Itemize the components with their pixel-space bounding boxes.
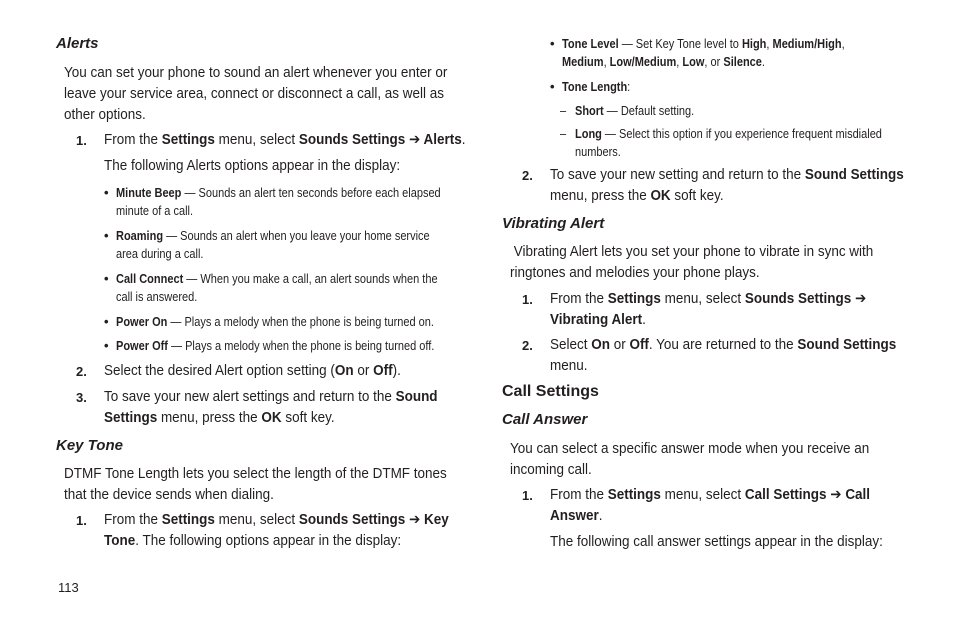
- call-answer-intro: You can select a specific answer mode when you receive an incoming call.: [510, 441, 870, 478]
- step-number: 2.: [522, 338, 533, 353]
- step-number: 2.: [522, 168, 533, 183]
- bullet-icon: •: [104, 185, 109, 200]
- call-answer-step-1-subtext: The following call answer settings appear in the display:: [550, 534, 883, 550]
- dash-marker: –: [560, 127, 567, 141]
- bullet-icon: •: [104, 271, 109, 286]
- bullet-icon: •: [104, 228, 109, 243]
- step-number: 1.: [522, 488, 533, 503]
- section-heading-call-answer: Call Answer: [502, 411, 588, 428]
- key-tone-intro: DTMF Tone Length lets you select the length of the DTMF tones that the device sends when dialing.: [64, 466, 447, 503]
- vibrating-alert-intro: Vibrating Alert lets you set your phone to vibrate in sync with ringtones and melodies your phone plays.: [510, 244, 874, 281]
- step-number: 1.: [76, 513, 87, 528]
- step-number: 1.: [76, 133, 87, 148]
- bullet-icon: •: [550, 79, 555, 94]
- step-number: 1.: [522, 292, 533, 307]
- step-1-subtext: The following Alerts options appear in the display:: [104, 158, 401, 174]
- section-heading-key-tone: Key Tone: [56, 437, 123, 454]
- vibrating-step-1-text: From the Settings menu, select Sounds Settings ➔ Vibrating Alert.: [550, 291, 867, 328]
- bullet-icon: •: [550, 36, 555, 51]
- vibrating-step-2-text: Select On or Off. You are returned to the Sound Settings menu.: [550, 337, 897, 374]
- section-heading-call-settings: Call Settings: [502, 383, 599, 400]
- key-tone-step-2-text: To save your new setting and return to the Sound Settings menu, press the OK soft key.: [550, 167, 904, 204]
- call-answer-step-1-text: From the Settings menu, select Call Settings ➔ Call Answer.: [550, 487, 871, 524]
- alerts-intro: You can set your phone to sound an alert whenever you enter or leave your service area, connect or disconnect a call, as well as other options.: [64, 65, 448, 123]
- step-1-text: From the Settings menu, select Sounds Settings ➔ Alerts.: [104, 132, 466, 148]
- step-2-text: Select the desired Alert option setting (On or Off).: [104, 363, 401, 379]
- key-tone-step-1-text: From the Settings menu, select Sounds Settings ➔ Key Tone. The following options appear in the display:: [104, 512, 449, 549]
- section-heading-vibrating-alert: Vibrating Alert: [502, 215, 605, 232]
- bullet-icon: •: [104, 314, 109, 329]
- dash-marker: –: [560, 104, 567, 118]
- step-3-text: To save your new alert settings and return to the Sound Settings menu, press the OK soft key.: [104, 389, 438, 426]
- step-number: 2.: [76, 364, 87, 379]
- page-number: 113: [58, 580, 79, 595]
- section-heading-alerts: Alerts: [56, 35, 99, 52]
- bullet-icon: •: [104, 338, 109, 353]
- step-number: 3.: [76, 390, 87, 405]
